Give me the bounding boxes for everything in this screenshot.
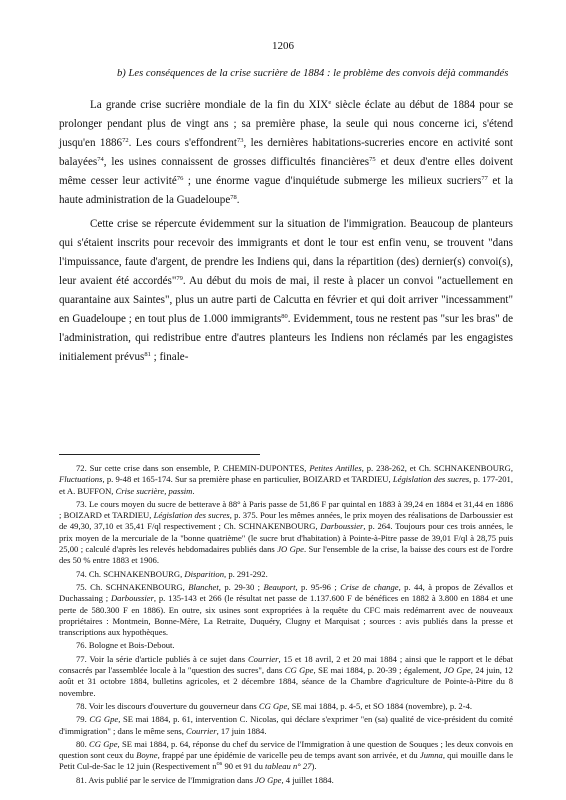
footnote-ref-76: 76 [176, 175, 184, 182]
text-run: , p. 135-143 et 266 (le résultat net passe de 1.137.600 F de bénéfices en 1882 à 3.800 en 1884 et une perte de 580.300 F en 1886). En outre, six usines sont expropriées à la requête du CFC mais redémarrent avec de nouveaux propriétaires : Montmein, Bonne-Mère, La Retraite, Duquéry, Clugny et Marquisat ; sources : avis publiés dans la presse et transcriptions aux hypothèques. [59, 593, 513, 638]
footnote-80 [59, 739, 513, 773]
text-run: , 24 juin, 12 août et 31 octobre 1884, bulletins agricoles, et 2 décembre 1884, séance de la Chambre d'agriculture de Pointe-à-Pitre du 8 novembre. [59, 665, 513, 698]
text-run: , frappé par une épidémie de varicelle peu de temps avant son arrivée, et du [157, 750, 420, 761]
italic-title: JO Gpe [443, 665, 471, 676]
italic-title: Darboussier [110, 593, 154, 604]
text-run: . Les cours s'effondrent [128, 137, 237, 149]
italic-title: CG Gpe [258, 700, 288, 711]
section-subheading: b) Les conséquences de la crise sucrière de 1884 : le problème des convois déjà commandés [117, 68, 509, 79]
footnote-76 [59, 640, 513, 651]
italic-title: Législation des sucres [153, 510, 230, 521]
text-run: , les usines connaissent de grosses difficultés financières [103, 156, 370, 168]
text-run: . Sur l'ensemble de la crise, la baisse des cours est de l'ordre des 50 % entre 1883 et 1906. [59, 544, 513, 566]
text-run: ; finale- [150, 351, 189, 363]
text-run: . [192, 485, 195, 496]
footnotes [59, 463, 513, 788]
italic-title: Crise sucrière, passim [115, 485, 193, 496]
text-run: 90 et 91 du [222, 761, 266, 772]
text-run: 74. Ch. SCHNAKENBOURG, [76, 568, 185, 579]
text-run: , SE mai 1884, p. 20-39 ; également, [313, 665, 444, 676]
text-run: ; une énorme vague d'inquiétude submerge les milieux sucriers [183, 175, 482, 187]
text-run: La grande crise sucrière mondiale de la fin du XIX [90, 99, 329, 111]
text-run: , p. 177-201, et A. BUFFON, [59, 474, 513, 496]
italic-title: Darboussier [320, 521, 364, 532]
text-run: , p. 44, à propos de Zévallos et Duchassaing ; [59, 581, 513, 604]
text-run: , les dernières habitations-sucreries encore en activité sont balayées [59, 137, 513, 168]
italic-title: Courrier [186, 725, 217, 736]
text-run: , p. 9-48 et 165-174. Sur sa première phase en particulier, BOIZARD et TARDIEU, [102, 474, 393, 485]
footnote-separator [59, 454, 260, 455]
text-run: . [236, 194, 240, 206]
footnote-ref-73: 73 [236, 137, 244, 144]
italic-title: tableau n° 27 [265, 761, 312, 772]
italic-title: Fluctuations [59, 474, 103, 485]
text-run: . Au début du mois de mai, il reste à placer un convoi "actuellement en quarantaine aux Saintes", plus un autre parti de Calcutta en février et qui doit arriver "incessamment" en Guadeloupe ; en tout plus de 1.000 immigrants [59, 275, 514, 325]
italic-title: Disparition [184, 568, 225, 579]
italic-title: Blanchet [188, 581, 219, 592]
body-paragraph-2 [59, 215, 513, 367]
italic-title: JO Gpe [254, 774, 282, 785]
text-run: siècle éclate au début de 1884 pour se prolonger pendant plus de vingt ans ; sa première phase, la seule qui nous concerne ici, s'étend jusqu'en 1886 [59, 99, 513, 149]
text-run: 80. [76, 738, 90, 749]
footnote-ref-72: 72 [122, 137, 129, 144]
italic-title: JO Gpe [277, 544, 304, 555]
italic-title: Législation des sucres [392, 474, 470, 485]
italic-title: CG Gpe [89, 714, 119, 725]
italic-title: Courrier [247, 653, 279, 664]
footnote-ref-79: 79 [176, 275, 183, 282]
text-run: 73. Le cours moyen du sucre de betterave à 88° à Paris passe de 51,86 F par quintal en 1883 à 39,24 en 1884 et 31,44 en 1886 ; BOIZARD et TARDIEU, [59, 498, 513, 521]
body-paragraph-1 [59, 96, 513, 210]
text-run: 78. Voir les discours d'ouverture du gouverneur dans [76, 700, 259, 711]
text-run: ). [311, 761, 317, 772]
footnote-ref-81: 81 [144, 351, 151, 358]
superscript: e [328, 99, 332, 106]
footnote-ref-75: 75 [369, 156, 376, 163]
text-run: 76. Bologne et Bois-Debout. [76, 640, 175, 651]
italic-title: CG Gpe [284, 665, 314, 676]
text-run: , p. 375. Pour les mêmes années, le prix moyen des réalisations de Darboussier est de 49,30, 37,10 et 35,41 F/ql respectivement ; Ch. SCHNAKENBOURG, [59, 510, 513, 532]
footnote-72 [59, 463, 513, 497]
italic-title: Crise de change [340, 581, 399, 592]
text-run: . Evidemment, tous ne restent pas "sur les bras" de l'administration, qui redistribue entre d'autres planteurs les Indiens non réclamés par les engagistes initialement prévus [59, 313, 513, 363]
text-run: et deux d'entre elles doivent même cesser leur activité [59, 156, 513, 187]
text-run: 75. Ch. SCHNAKENBOURG, [76, 581, 189, 592]
italic-title: Petites Antilles [309, 463, 362, 473]
footnote-ref-78: 78 [230, 194, 237, 201]
text-run: 81. Avis publié par le service de l'Immigration dans [76, 774, 255, 785]
footnote-78 [59, 701, 513, 712]
footnote-77 [59, 654, 513, 699]
italic-title: CG Gpe [89, 738, 118, 749]
text-run: , SE mai 1884, p. 4-5, et SO 1884 (novembre), p. 2-4. [287, 700, 473, 711]
text-run: , p. 238-262, et Ch. SCHNAKENBOURG, [361, 463, 514, 473]
superscript: os [216, 760, 223, 768]
page-number: 1206 [272, 40, 294, 52]
text-run: 72. Sur cette crise dans son ensemble, P. CHEMIN-DUPONTES, [76, 463, 310, 473]
text-run: , qui mouille dans le Petit Cul-de-Sac le 12 juin (Respectivement n [59, 750, 514, 772]
footnote-ref-80: 80 [281, 313, 288, 320]
footnote-74 [59, 569, 513, 580]
text-run: , p. 291-292. [224, 568, 268, 579]
italic-title: Boyne [136, 750, 158, 761]
text-run: , 4 juillet 1884. [281, 774, 334, 785]
footnote-ref-74: 74 [97, 156, 104, 163]
footnote-81 [59, 775, 513, 786]
text-run: , 15 et 18 avril, 2 et 20 mai 1884 ; ainsi que le rapport et le débat consacrés par l'assemblée locale à la "question des sucres", dans [59, 653, 514, 676]
footnote-73 [59, 499, 513, 567]
text-run: , p. 29-30 ; [218, 581, 264, 592]
text-run: , SE mai 1884, p. 64, réponse du chef du service de l'Immigration à une question de Souques ; les deux convois en question sont ceux du [59, 738, 514, 761]
footnote-75 [59, 582, 513, 638]
text-run: 77. Voir la série d'article publiés à ce sujet dans [76, 653, 248, 664]
italic-title: Jumna [419, 750, 443, 761]
text-run: , 17 juin 1884. [216, 725, 267, 736]
text-run: 79. [76, 714, 90, 725]
text-run: , p. 264. Toujours pour ces trois années, le prix moyen de la mercuriale de la "bonne quatrième" (le sucre brut d'habitation) à Pointe-à-Pitre passe de 39,01 F/ql à 28,75 puis 25,00 ; calculé d'après les relevés hebdomadaires publiés dans [59, 521, 513, 555]
footnote-79 [59, 714, 513, 737]
text-run: et la haute administration de la Guadeloupe [59, 175, 514, 206]
text-run: Cette crise se répercute évidemment sur la situation de l'immigration. Beaucoup de planteurs qui s'étaient inscrits pour recevoir des immigrants et dont le tour est enfin venu, se trouvent "dans l'impuissance, faute d'argent, de prendre les Indiens qui, dans la répartition (des) dernier(s) convoi(s), leur avaient été accordés" [59, 218, 513, 287]
text-run: , p. 95-96 ; [295, 581, 341, 592]
italic-title: Beauport [263, 581, 296, 592]
text-run: , SE mai 1884, p. 61, intervention C. Nicolas, qui déclare s'exprimer "en (sa) qualité de vice-président du comité d'immigration" ; dans le même sens, [59, 714, 513, 736]
footnote-ref-77: 77 [481, 175, 488, 182]
